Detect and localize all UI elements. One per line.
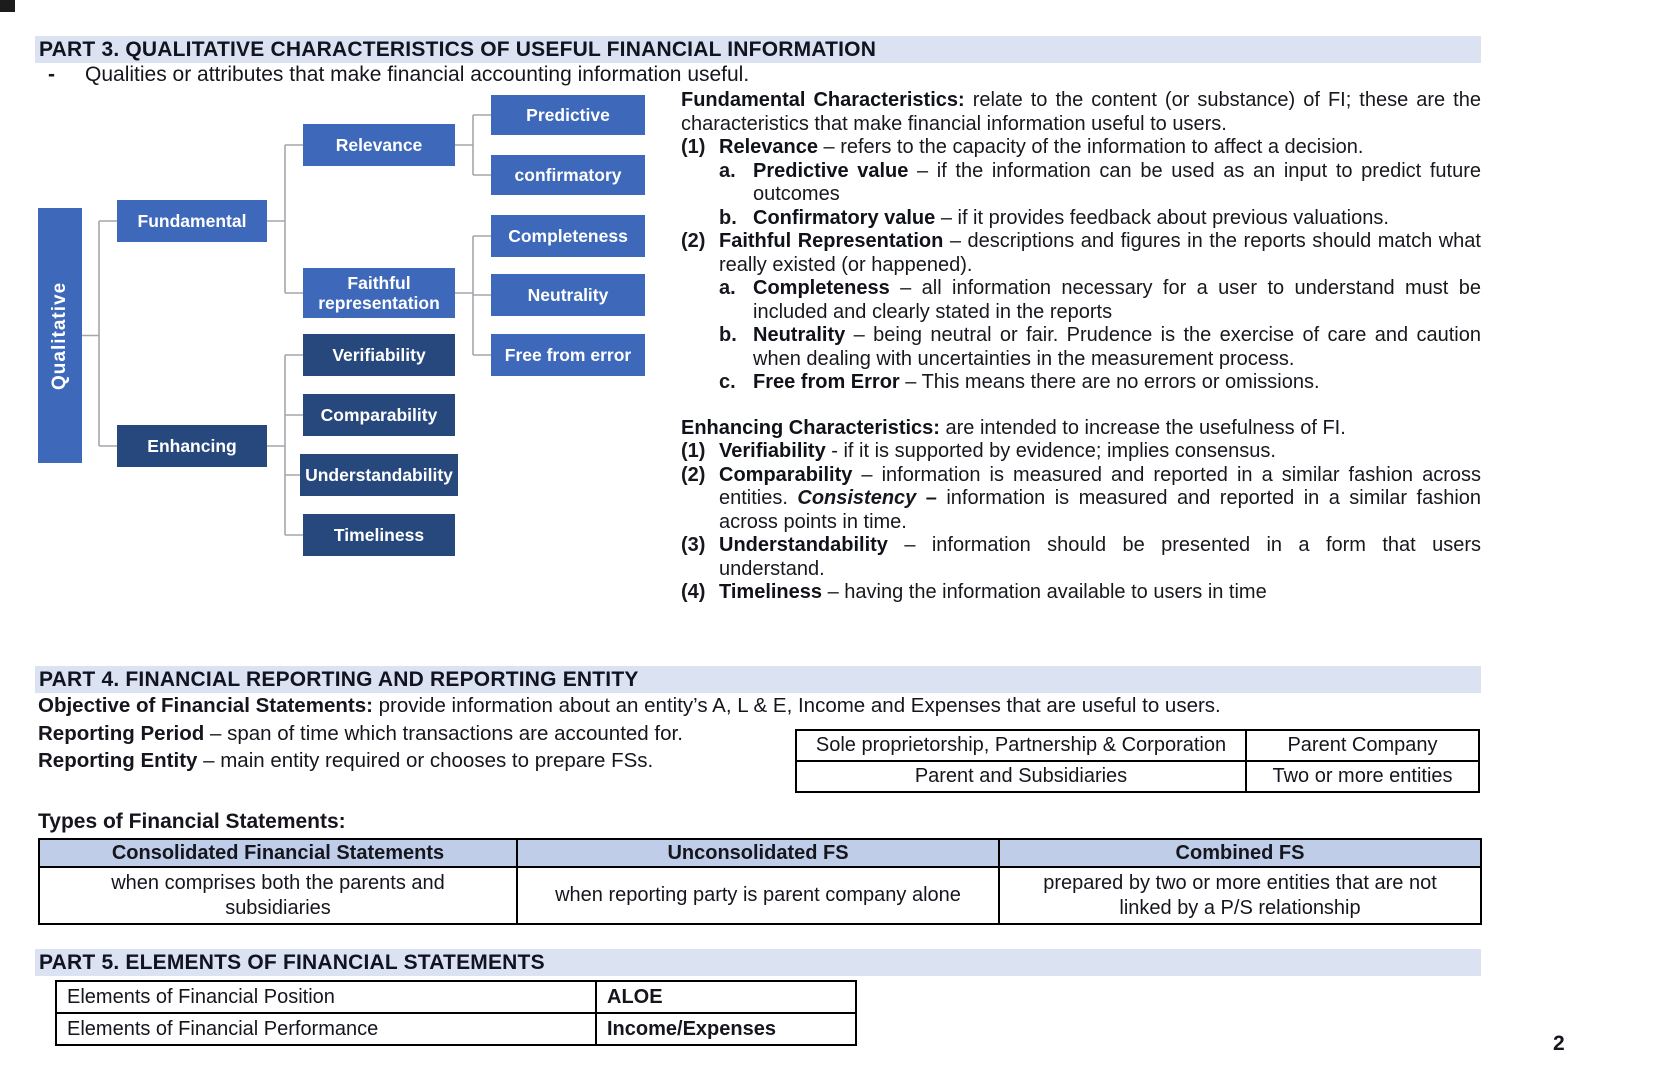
- definition: – being neutral or fair. Prudence is the exercise of care and caution when dealing with uncertainties in the measurement process.: [753, 324, 1481, 370]
- qualitative-characteristics-diagram: [35, 88, 683, 618]
- definition: – if it provides feedback about previous valuations.: [935, 206, 1389, 229]
- reporting-entity-table: [795, 729, 1480, 793]
- reporting-period-line: [38, 722, 683, 746]
- reporting-period-term: Reporting Period: [38, 722, 205, 745]
- reporting-entity-definition: – main entity required or chooses to prepare FSs.: [197, 749, 654, 772]
- table-header-cell: Combined FS: [999, 839, 1481, 867]
- bullet-text: Qualities or attributes that make financial accounting information useful.: [85, 63, 750, 86]
- item-letter: a.: [719, 159, 736, 182]
- fundamental-characteristics-definition: relate to the content (or substance) of FI; these are the characteristics that make financial information useful to users.: [681, 89, 1481, 135]
- item-letter: b.: [719, 324, 737, 346]
- elements-of-fs-table: [55, 980, 857, 1046]
- reporting-period-definition: – span of time which transactions are accounted for.: [204, 722, 683, 745]
- table-cell: Parent and Subsidiaries: [796, 761, 1246, 792]
- table-row: [796, 761, 1479, 792]
- fundamental-characteristics-heading: [681, 89, 1481, 136]
- objective-term: Objective of Financial Statements:: [38, 694, 373, 717]
- item-letter: a.: [719, 277, 736, 299]
- definition: – information should be presented in a form that users understand.: [719, 534, 1481, 580]
- term: Confirmatory value: [753, 206, 936, 229]
- table-cell: when comprises both the parents and subsidiaries: [39, 867, 517, 924]
- table-row: [56, 1013, 856, 1045]
- list-item-comparability: [681, 464, 1481, 535]
- list-item-faithful-representation: [681, 230, 1481, 277]
- enhancing-characteristics-heading: [681, 417, 1481, 441]
- part3-bullet: [48, 63, 1048, 87]
- diagram-node-verifiability: Verifiability: [303, 334, 455, 376]
- list-item-free-from-error: [719, 371, 1481, 395]
- table-cell: Parent Company: [1246, 730, 1479, 761]
- diagram-node-free-from-error: Free from error: [491, 334, 645, 376]
- part5-heading: PART 5. ELEMENTS OF FINANCIAL STATEMENTS: [35, 949, 1481, 976]
- diagram-node-predictive: Predictive: [491, 95, 645, 135]
- table-header-cell: Unconsolidated FS: [517, 839, 999, 867]
- types-of-fs-label: Types of Financial Statements:: [38, 810, 346, 833]
- bullet-dash: -: [48, 63, 55, 86]
- list-item-confirmatory-value: [719, 207, 1481, 231]
- types-of-fs-table: [38, 838, 1482, 925]
- diagram-node-relevance: Relevance: [303, 124, 455, 166]
- diagram-node-understandability: Understandability: [300, 454, 458, 496]
- table-cell: Sole proprietorship, Partnership & Corporation: [796, 730, 1246, 761]
- item-letter: b.: [719, 206, 737, 229]
- table-cell: prepared by two or more entities that are not linked by a P/S relationship: [999, 867, 1481, 924]
- part4-heading: PART 4. FINANCIAL REPORTING AND REPORTING ENTITY: [35, 666, 1481, 693]
- list-item-neutrality: [719, 324, 1481, 371]
- definition: – all information necessary for a user to understand must be included and clearly stated in the reports: [753, 277, 1481, 323]
- table-row: [796, 730, 1479, 761]
- diagram-node-completeness: Completeness: [491, 215, 645, 257]
- table-cell: ALOE: [596, 981, 856, 1013]
- enhancing-characteristics-definition: are intended to increase the usefulness of FI.: [939, 416, 1346, 439]
- item-number: (4): [681, 581, 706, 603]
- table-cell: Elements of Financial Position: [56, 981, 596, 1013]
- table-cell: Two or more entities: [1246, 761, 1479, 792]
- definition: – information is measured and reported in a similar fashion across entities.: [719, 463, 1481, 509]
- objective-definition: provide information about an entity’s A, L & E, Income and Expenses that are useful to users.: [372, 694, 1221, 717]
- consistency-term: Consistency –: [797, 487, 937, 509]
- term: Timeliness: [719, 581, 823, 603]
- definition: – This means there are no errors or omissions.: [899, 371, 1320, 393]
- part3-heading: PART 3. QUALITATIVE CHARACTERISTICS OF USEFUL FINANCIAL INFORMATION: [35, 36, 1481, 63]
- diagram-node-comparability: Comparability: [303, 394, 455, 436]
- list-item-predictive-value: [719, 160, 1481, 207]
- diagram-node-timeliness: Timeliness: [303, 514, 455, 556]
- item-number: (1): [681, 136, 706, 158]
- item-number: (2): [681, 463, 706, 486]
- table-cell: Income/Expenses: [596, 1013, 856, 1045]
- list-item-relevance: [681, 136, 1481, 160]
- objective-line: [38, 694, 1221, 718]
- definition-continued: information is measured and reported in a similar fashion across points in time.: [719, 487, 1482, 533]
- table-header-cell: Consolidated Financial Statements: [39, 839, 517, 867]
- item-number: (3): [681, 534, 706, 556]
- corner-artifact: [0, 0, 15, 12]
- definition: – refers to the capacity of the information to affect a decision.: [817, 136, 1364, 158]
- list-item-timeliness: [681, 581, 1481, 605]
- diagram-node-confirmatory: confirmatory: [491, 155, 645, 195]
- term: Free from Error: [753, 371, 900, 393]
- diagram-node-enhancing: Enhancing: [117, 425, 267, 467]
- item-letter: c.: [719, 371, 736, 393]
- page-number: 2: [1553, 1032, 1565, 1055]
- part3-explanation-column: [681, 89, 1481, 605]
- diagram-node-qualitative: Qualitative: [38, 208, 82, 463]
- term: Faithful Representation: [719, 230, 944, 252]
- table-row: [39, 867, 1481, 924]
- term: Completeness: [753, 277, 890, 299]
- definition: – having the information available to users in time: [822, 581, 1267, 603]
- table-header-row: [39, 839, 1481, 867]
- term: Neutrality: [753, 324, 846, 346]
- list-item-understandability: [681, 534, 1481, 581]
- fundamental-characteristics-term: Fundamental Characteristics:: [681, 89, 965, 111]
- reporting-entity-line: [38, 749, 653, 773]
- list-item-verifiability: [681, 440, 1481, 464]
- enhancing-characteristics-term: Enhancing Characteristics:: [681, 416, 940, 439]
- definition: - if it is supported by evidence; implies consensus.: [825, 440, 1276, 462]
- term: Verifiability: [719, 440, 826, 462]
- table-cell: when reporting party is parent company alone: [517, 867, 999, 924]
- term: Understandability: [719, 534, 888, 556]
- term: Predictive value: [753, 159, 909, 182]
- definition: – if the information can be used as an input to predict future outcomes: [753, 159, 1481, 205]
- diagram-node-faithful-representation: Faithful representation: [303, 268, 455, 318]
- reporting-entity-term: Reporting Entity: [38, 749, 198, 772]
- list-item-completeness: [719, 277, 1481, 324]
- term: Comparability: [719, 463, 853, 486]
- item-number: (2): [681, 230, 706, 252]
- item-number: (1): [681, 440, 706, 462]
- definition: – descriptions and figures in the reports should match what really existed (or happened).: [719, 230, 1481, 276]
- table-cell: Elements of Financial Performance: [56, 1013, 596, 1045]
- diagram-node-neutrality: Neutrality: [491, 274, 645, 316]
- term: Relevance: [719, 136, 818, 158]
- table-row: [56, 981, 856, 1013]
- diagram-node-fundamental: Fundamental: [117, 200, 267, 242]
